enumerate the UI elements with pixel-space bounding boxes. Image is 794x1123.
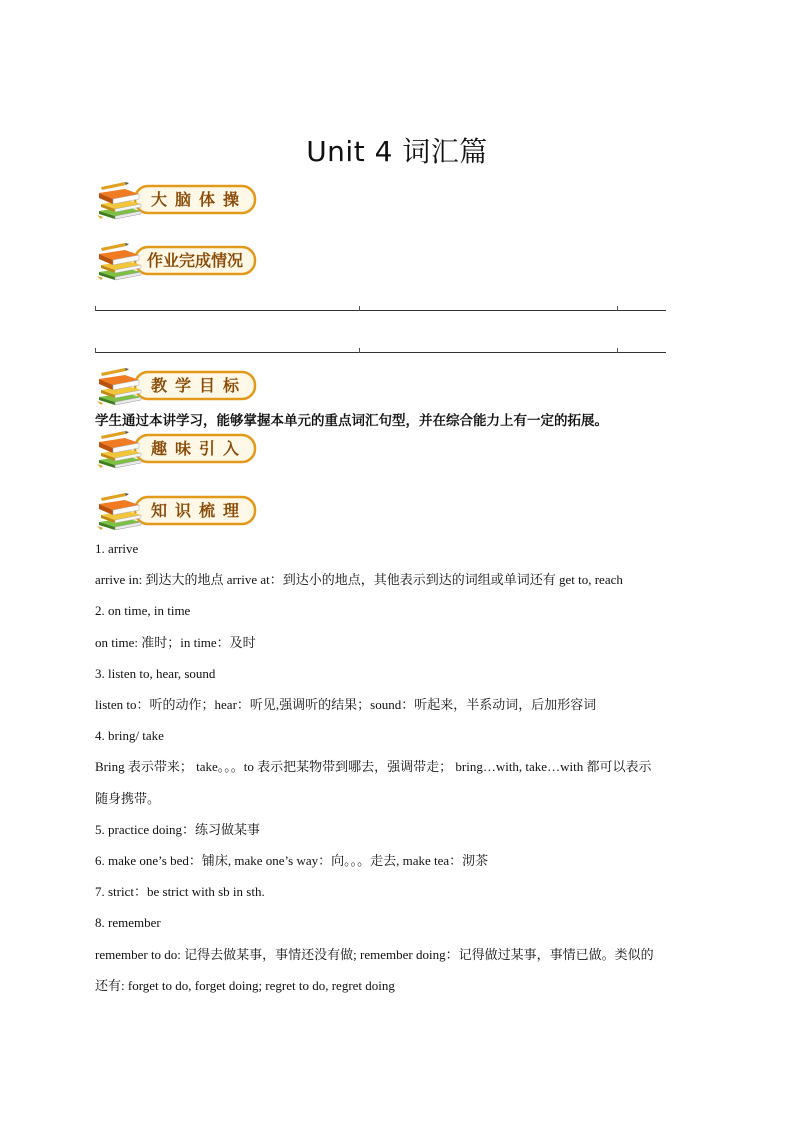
page-title: Unit 4 词汇篇 bbox=[306, 135, 488, 168]
section-banner-fun-intro bbox=[95, 430, 260, 470]
section-banner-teaching-goals bbox=[95, 367, 260, 407]
knowledge-heading: 7. strict：be strict with sb in sth. bbox=[95, 884, 265, 899]
section-banner-homework bbox=[95, 242, 260, 282]
line-tick bbox=[359, 306, 360, 311]
knowledge-text: Bring 表示带来； take。。。to 表示把某物带到哪去，强调带走； bring…with, take…with 都可以表示 bbox=[95, 759, 652, 774]
section-banner-brain-exercise bbox=[95, 181, 260, 221]
blank-answer-line bbox=[95, 352, 666, 353]
line-tick bbox=[617, 348, 618, 353]
knowledge-heading: 4. bring/ take bbox=[95, 728, 164, 743]
knowledge-text: remember to do: 记得去做某事，事情还没有做; remember doing：记得做过某事，事情已做。类似的 bbox=[95, 947, 654, 962]
knowledge-text: on time: 准时；in time：及时 bbox=[95, 635, 256, 650]
knowledge-text: 随身携带。 bbox=[95, 791, 161, 806]
section-title: 大脑体操 bbox=[150, 190, 247, 209]
section-title: 趣味引入 bbox=[150, 439, 247, 458]
section-title: 知识梳理 bbox=[150, 501, 247, 520]
knowledge-heading: 5. practice doing：练习做某事 bbox=[95, 822, 260, 837]
knowledge-heading: 6. make one’s bed：铺床, make one’s way：向。。。走去, make tea：沏茶 bbox=[95, 853, 489, 868]
knowledge-heading: 1. arrive bbox=[95, 541, 139, 556]
section-title: 作业完成情况 bbox=[146, 251, 243, 270]
line-tick bbox=[359, 348, 360, 353]
knowledge-heading: 8. remember bbox=[95, 915, 161, 930]
knowledge-text: 还有: forget to do, forget doing; regret to do, regret doing bbox=[95, 978, 395, 993]
knowledge-text: arrive in: 到达大的地点 arrive at：到达小的地点，其他表示到达的词组或单词还有 get to, reach bbox=[95, 572, 623, 587]
knowledge-heading: 3. listen to, hear, sound bbox=[95, 666, 216, 681]
knowledge-heading: 2. on time, in time bbox=[95, 603, 191, 618]
line-tick bbox=[617, 306, 618, 311]
line-tick bbox=[95, 348, 96, 353]
blank-answer-line bbox=[95, 310, 666, 311]
line-tick bbox=[95, 306, 96, 311]
teaching-goal-text: 学生通过本讲学习，能够掌握本单元的重点词汇句型，并在综合能力上有一定的拓展。 bbox=[95, 413, 608, 429]
section-title: 教学目标 bbox=[150, 376, 247, 395]
section-banner-knowledge bbox=[95, 492, 260, 532]
knowledge-text: listen to：听的动作；hear：听见,强调听的结果；sound：听起来，半系动词，后加形容词 bbox=[95, 697, 597, 712]
